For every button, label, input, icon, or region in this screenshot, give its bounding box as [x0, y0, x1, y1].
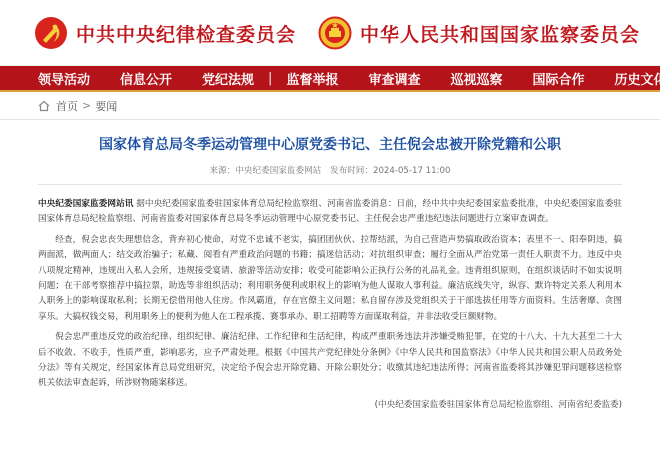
nav-regulations[interactable]: 党纪法规 [202, 72, 255, 88]
nav-history-culture[interactable]: 历史文化 [614, 72, 667, 88]
article-meta [38, 164, 622, 185]
nav-inspection[interactable]: 巡视巡察 [450, 72, 503, 88]
nav-separator: | [268, 70, 273, 86]
ccdi-brand[interactable] [34, 0, 296, 66]
article-footer-source: (中央纪委国家监委驻国家体育总局纪检监察组、河南省纪委监委) [374, 399, 622, 410]
breadcrumb [0, 92, 660, 120]
article-paragraph [38, 197, 622, 228]
nav-leadership[interactable]: 领导活动 [38, 72, 91, 88]
nav-investigation[interactable]: 审查调查 [368, 72, 421, 88]
article-lead: 中央纪委国家监委网站讯 [38, 199, 134, 209]
national-emblem-icon [318, 16, 352, 50]
nsc-brand[interactable] [318, 0, 640, 66]
nav-info-disclosure[interactable]: 信息公开 [120, 72, 173, 88]
article-title: 国家体育总局冬季运动管理中心原党委书记、主任倪会忠被开除党籍和公职 [99, 137, 561, 153]
breadcrumb-home[interactable]: 首页 [56, 99, 78, 113]
nsc-title: 中华人民共和国国家监察委员会 [360, 23, 641, 46]
breadcrumb-separator: > [82, 99, 92, 112]
site-header [0, 0, 660, 66]
home-icon [38, 100, 50, 112]
article-date: 发布时间：2024-05-17 11:00 [330, 166, 451, 176]
article-paragraph-3: 倪会忠严重违反党的政治纪律、组织纪律、廉洁纪律、工作纪律和生活纪律，构成严重职务违法并涉嫌受贿犯罪，在党的十八大、十九大甚至二十大后不收敛、不收手，性质严重，影响恶劣，应予严肃处理。根据《中国共产党纪律处分条例》《中华人民共和国监察法》《中华人民共和国公职人员政务处分法》等有关规定，经国家体育总局党组研究，决定给予倪会忠开除党籍、开除公职处分；收缴其违纪违法所得；河南省监委将其涉嫌犯罪问题移送检察机关依法审查起诉，所涉财物随案移送。 [38, 332, 622, 389]
ccdi-title: 中共中央纪律检查委员会 [76, 23, 297, 46]
nav-intl-cooperation[interactable]: 国际合作 [532, 72, 585, 88]
party-emblem-icon [34, 16, 68, 50]
article-body [38, 197, 622, 413]
main-nav [0, 66, 667, 92]
article [0, 134, 660, 413]
article-paragraph-2: 经查，倪会忠丧失理想信念，背弃初心使命，对党不忠诚不老实，搞团团伙伙、拉帮结派，为自己营造声势搞取政治资本；表里不一、阳奉阴违，搞两面派，做两面人；结交政治骗子；私藏、阅看有严重政治问题的书籍；搞迷信活动；对抗组织审查；履行全面从严治党第一责任人职责不力。违反中央八项规定精神，违规出入私人会所，违规接受宴请、旅游等活动安排；收受可能影响公正执行公务的礼品礼金。违背组织原则，在组织谈话时不如实说明问题；在干部考察推荐中搞拉票，助选等非组织活动；利用职务便利或职权上的影响为他人谋取人事利益。廉洁底线失守，纵容、默许特定关系人利用本人职务上的影响谋取私利；长期无偿借用他人住房。作风霸道，存在官僚主义问题；私自留存涉及党组织关于干部选拔任用等方面资料。生活奢靡、贪图享乐。大搞权钱交易，利用职务上的便利为他人在工程承揽、赛事承办、职工招聘等方面谋取利益，并非法收受巨额财物。 [38, 234, 622, 322]
nav-report[interactable]: 监督举报 [286, 72, 339, 88]
article-paragraph-1: 据中央纪委国家监委驻国家体育总局纪检监察组、河南省监委消息：日前，经中共中央纪委国家监委批准，中央纪委国家监委驻国家体育总局纪检监察组、河南省监委对国家体育总局冬季运动管理中心原党委书记、主任倪会忠严重违纪违法问题进行立案审查调查。 [38, 199, 622, 225]
breadcrumb-current[interactable]: 要闻 [95, 99, 118, 113]
article-source: 来源：中央纪委国家监委网站 [209, 166, 322, 176]
